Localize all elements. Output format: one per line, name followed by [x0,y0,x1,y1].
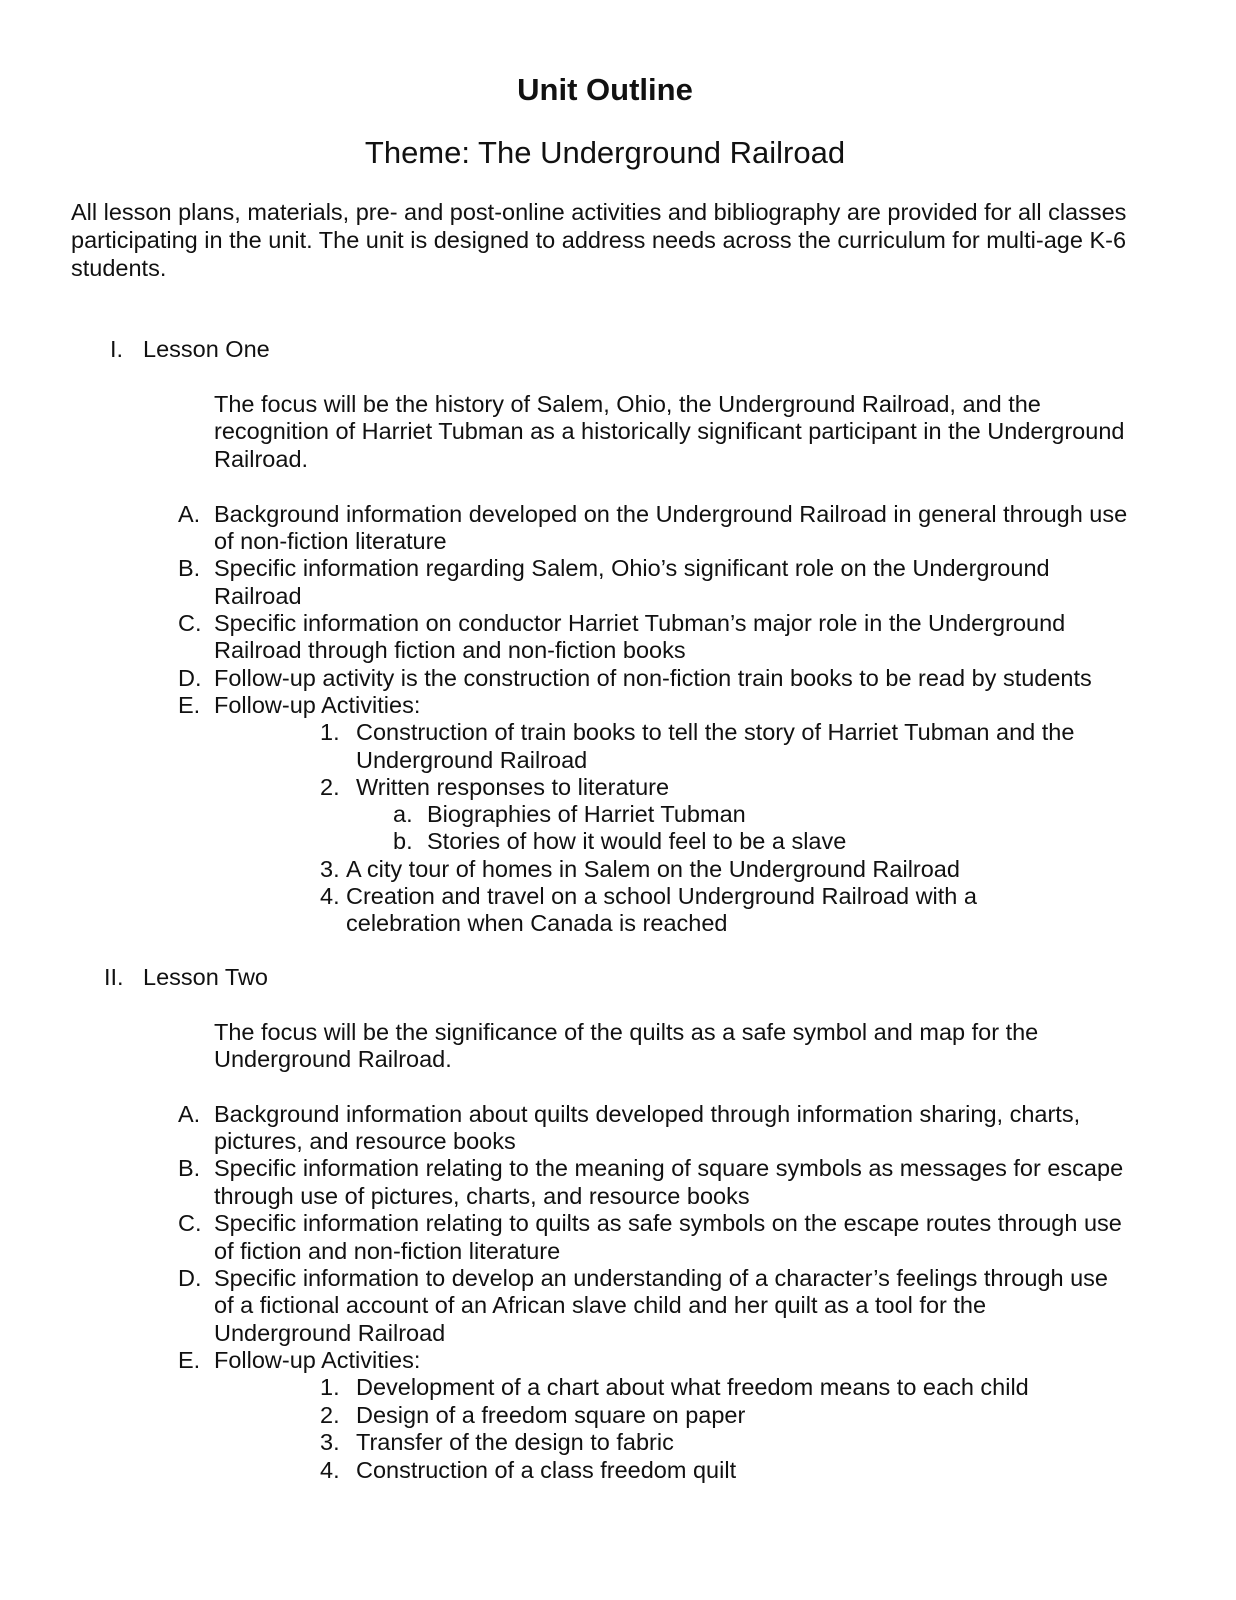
subactivity-letter: a. [393,801,413,827]
activity-text: Creation and travel on a school Underground Railroad with a [346,883,977,909]
activity-number: 3. [320,1429,340,1455]
activity-text: Transfer of the design to fabric [356,1429,674,1455]
item-letter: A. [178,501,201,527]
document-theme: Theme: The Underground Railroad [364,135,846,170]
item-text: Follow-up Activities: [214,692,421,718]
item-text: of fiction and non-fiction literature [214,1238,561,1264]
item-letter: E. [178,1347,201,1373]
lesson-focus-line: Underground Railroad. [214,1046,452,1072]
activity-number: 3. [320,856,340,882]
item-letter: E. [178,692,201,718]
lesson-focus-line: The focus will be the history of Salem, Ohio, the Underground Railroad, and the [214,391,1041,417]
item-text: Underground Railroad [214,1320,446,1346]
item-text: Follow-up Activities: [214,1347,421,1373]
activity-text: Underground Railroad [356,747,588,773]
item-text: Specific information to develop an understanding of a character’s feelings through use [214,1265,1108,1291]
lesson-numeral: II. [104,964,124,990]
activity-text: Development of a chart about what freedom means to each child [356,1374,1029,1400]
activity-text: Construction of train books to tell the story of Harriet Tubman and the [356,719,1075,745]
item-text: Follow-up activity is the construction of non-fiction train books to be read by students [214,665,1092,691]
lesson-focus-line: The focus will be the significance of the quilts as a safe symbol and map for the [214,1019,1039,1045]
item-text: Background information about quilts developed through information sharing, charts, [214,1101,1081,1127]
subactivity-text: Biographies of Harriet Tubman [427,801,746,827]
lesson-heading: Lesson Two [143,964,268,990]
lesson-focus-line: Railroad. [214,446,309,472]
item-letter: D. [178,1265,202,1291]
lesson-numeral: I. [110,336,124,362]
intro-line: students. [71,255,167,281]
activity-text: Construction of a class freedom quilt [356,1457,737,1483]
lesson-heading: Lesson One [143,336,270,362]
item-text: Specific information relating to quilts as safe symbols on the escape routes through use [214,1210,1122,1236]
item-letter: B. [178,1155,201,1181]
activity-text: A city tour of homes in Salem on the Underground Railroad [346,856,960,882]
item-text: Specific information relating to the meaning of square symbols as messages for escape [214,1155,1124,1181]
item-text: Railroad [214,583,302,609]
activity-number: 1. [320,719,340,745]
subactivity-text: Stories of how it would feel to be a slave [427,828,847,854]
activity-number: 4. [320,1457,340,1483]
item-text: Railroad through fiction and non-fiction books [214,637,686,663]
activity-number: 2. [320,1402,340,1428]
activity-text: Written responses to literature [356,774,670,800]
item-text: Specific information regarding Salem, Ohio’s significant role on the Underground [214,555,1050,581]
activity-text: celebration when Canada is reached [346,910,728,936]
item-letter: A. [178,1101,201,1127]
item-text: of non-fiction literature [214,528,447,554]
item-letter: B. [178,555,201,581]
item-letter: C. [178,610,202,636]
activity-number: 1. [320,1374,340,1400]
intro-line: participating in the unit. The unit is designed to address needs across the curriculum for multi-age K-6 [71,227,1127,253]
document-title: Unit Outline [517,72,693,107]
item-letter: C. [178,1210,202,1236]
lesson-focus-line: recognition of Harriet Tubman as a historically significant participant in the Underground [214,418,1125,444]
activity-number: 2. [320,774,340,800]
subactivity-letter: b. [393,828,413,854]
item-text: through use of pictures, charts, and resource books [214,1183,750,1209]
item-text: Specific information on conductor Harriet Tubman’s major role in the Underground [214,610,1066,636]
item-text: of a fictional account of an African slave child and her quilt as a tool for the [214,1292,987,1318]
item-letter: D. [178,665,202,691]
intro-line: All lesson plans, materials, pre- and post-online activities and bibliography are provided for all classes [71,199,1127,225]
activity-text: Design of a freedom square on paper [356,1402,746,1428]
item-text: pictures, and resource books [214,1128,516,1154]
activity-number: 4. [320,883,340,909]
item-text: Background information developed on the Underground Railroad in general through use [214,501,1128,527]
